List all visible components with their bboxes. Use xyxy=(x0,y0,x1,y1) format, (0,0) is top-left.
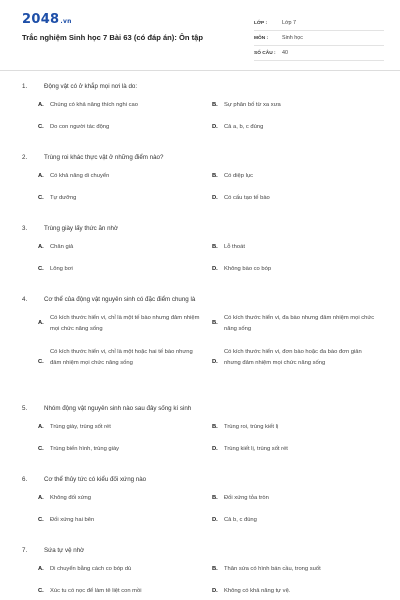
option-letter: C. xyxy=(38,359,44,365)
page-header xyxy=(0,0,400,66)
option[interactable] xyxy=(212,122,376,133)
info-value: Lớp 7 xyxy=(282,20,297,26)
option[interactable] xyxy=(212,347,376,368)
option-letter: B. xyxy=(212,495,218,501)
option-letter: B. xyxy=(212,566,218,572)
option-letter: C. xyxy=(38,266,44,272)
option-text: Di chuyển bằng cách co bóp dù xyxy=(50,566,132,572)
option-text: Trùng biến hình, trùng giày xyxy=(50,446,120,452)
option-text: Có cấu tạo tế bào xyxy=(224,195,270,201)
option[interactable] xyxy=(212,586,376,597)
option[interactable] xyxy=(38,493,202,504)
question xyxy=(0,544,400,594)
option-letter: D. xyxy=(212,195,218,201)
option-letter: D. xyxy=(212,124,218,130)
option-letter: C. xyxy=(38,588,44,594)
option-letter: A. xyxy=(38,320,44,326)
question-text: Trùng giày lấy thức ăn nhờ xyxy=(44,224,119,232)
option-text: Có kích thước hiển vi, đa bào nhưng đảm nhiệm mọi chức năng sống xyxy=(224,315,375,332)
info-row-subject xyxy=(254,31,384,46)
info-label: LỚP : xyxy=(254,20,268,26)
option[interactable] xyxy=(212,313,376,334)
option-text: Trùng roi, trùng kiết lị xyxy=(224,424,279,430)
question xyxy=(0,473,400,523)
option-text: Có kích thước hiển vi, chỉ là một tế bào nhưng đảm nhiệm mọi chức năng sống xyxy=(50,315,200,332)
option[interactable] xyxy=(38,100,202,111)
option-letter: C. xyxy=(38,446,44,452)
option-text: Chân giả xyxy=(50,244,74,250)
option-text: Đối xứng hai bên xyxy=(50,517,95,523)
question xyxy=(0,151,400,201)
question-number: 3. xyxy=(22,224,28,232)
option-text: Trùng giày, trùng sốt rét xyxy=(50,424,111,430)
question xyxy=(0,80,400,130)
option-text: Xúc tu có nọc để làm tê liệt con mồi xyxy=(50,588,142,594)
question-text: Động vật có ở khắp mọi nơi là do: xyxy=(44,82,138,90)
option-text: Cả a, b, c đúng xyxy=(224,124,264,130)
option-letter: D. xyxy=(212,517,218,523)
option-letter: B. xyxy=(212,173,218,179)
option-letter: A. xyxy=(38,173,44,179)
option[interactable] xyxy=(38,515,202,526)
option[interactable] xyxy=(38,422,202,433)
info-value: Sinh học xyxy=(282,35,303,41)
option-letter: B. xyxy=(212,424,218,430)
option-text: Chúng có khả năng thích nghi cao xyxy=(50,102,138,108)
option[interactable] xyxy=(38,444,202,455)
option-text: Thân sứa có hình bán cầu, trong suốt xyxy=(224,566,321,572)
option-letter: D. xyxy=(212,588,218,594)
option[interactable] xyxy=(38,122,202,133)
question-text: Nhóm động vật nguyên sinh nào sau đây sống kí sinh xyxy=(44,404,192,412)
option[interactable] xyxy=(212,171,376,182)
question-text: Cơ thể của động vật nguyên sinh có đặc điểm chung là xyxy=(44,295,196,303)
option-text: Không đối xứng xyxy=(50,495,91,501)
option[interactable] xyxy=(212,242,376,253)
option-text: Lông bơi xyxy=(50,266,73,272)
option-text: Không bào co bóp xyxy=(224,266,272,272)
option-text: Cả b, c đúng xyxy=(224,517,257,523)
option-letter: B. xyxy=(212,320,218,326)
header-divider xyxy=(0,70,400,71)
info-value: 40 xyxy=(282,50,288,56)
option-text: Có kích thước hiển vi, chỉ là một hoặc hai tế bào nhưng đảm nhiệm mọi chức năng sống xyxy=(50,349,193,366)
option[interactable] xyxy=(212,444,376,455)
logo-suffix: .vn xyxy=(60,18,72,25)
option-text: Có kích thước hiển vi, đơn bào hoặc đa bào đơn giản nhưng đảm nhiệm mọi chức năng sống xyxy=(224,349,362,366)
info-row-class xyxy=(254,16,384,31)
info-table xyxy=(254,16,384,61)
option[interactable] xyxy=(212,100,376,111)
option-letter: D. xyxy=(212,359,218,365)
option[interactable] xyxy=(38,586,202,597)
option[interactable] xyxy=(212,422,376,433)
question-number: 2. xyxy=(22,153,28,161)
option-letter: C. xyxy=(38,124,44,130)
option-text: Trùng kiết lị, trùng sốt rét xyxy=(224,446,288,452)
option-letter: A. xyxy=(38,566,44,572)
option[interactable] xyxy=(38,347,202,368)
option[interactable] xyxy=(38,193,202,204)
option-text: Do con người tác động xyxy=(50,124,110,130)
page-title: Trắc nghiệm Sinh học 7 Bài 63 (có đáp án): Ôn tập xyxy=(22,33,204,42)
question-number: 7. xyxy=(22,546,28,554)
option[interactable] xyxy=(212,515,376,526)
option-text: Lỗ thoát xyxy=(224,244,245,250)
option-text: Sự phân bố từ xa xưa xyxy=(224,102,281,108)
option[interactable] xyxy=(38,264,202,275)
option[interactable] xyxy=(212,193,376,204)
option-letter: C. xyxy=(38,195,44,201)
question-number: 5. xyxy=(22,404,28,412)
option-letter: A. xyxy=(38,424,44,430)
question-text: Trùng roi khác thực vật ở những điểm nào? xyxy=(44,153,164,161)
question xyxy=(0,222,400,272)
option[interactable] xyxy=(38,313,202,334)
question-number: 4. xyxy=(22,295,28,303)
option-letter: A. xyxy=(38,244,44,250)
info-label: MÔN : xyxy=(254,35,269,41)
option[interactable] xyxy=(212,564,376,575)
option-text: Không có khả năng tự vệ. xyxy=(224,588,291,594)
question-number: 1. xyxy=(22,82,28,90)
option[interactable] xyxy=(38,171,202,182)
option-letter: B. xyxy=(212,244,218,250)
option[interactable] xyxy=(212,493,376,504)
option[interactable] xyxy=(38,242,202,253)
option-letter: D. xyxy=(212,266,218,272)
info-row-count xyxy=(254,46,384,61)
option-text: Có diệp lục xyxy=(224,173,254,179)
option-letter: D. xyxy=(212,446,218,452)
question-text: Cơ thể thủy tức có kiểu đối xứng nào xyxy=(44,475,147,483)
question-text: Sứa tự vệ nhờ xyxy=(44,546,85,554)
logo-text: 2048 xyxy=(22,12,60,27)
question xyxy=(0,293,400,366)
question-number: 6. xyxy=(22,475,28,483)
info-label: SỐ CÂU : xyxy=(254,50,276,56)
option-letter: A. xyxy=(38,102,44,108)
option-letter: C. xyxy=(38,517,44,523)
option-letter: A. xyxy=(38,495,44,501)
option-letter: B. xyxy=(212,102,218,108)
question xyxy=(0,402,400,452)
option[interactable] xyxy=(38,564,202,575)
option-text: Tự dưỡng xyxy=(50,195,77,201)
option-text: Đối xứng tỏa tròn xyxy=(224,495,269,501)
option-text: Có khả năng di chuyển xyxy=(50,173,110,179)
option[interactable] xyxy=(212,264,376,275)
